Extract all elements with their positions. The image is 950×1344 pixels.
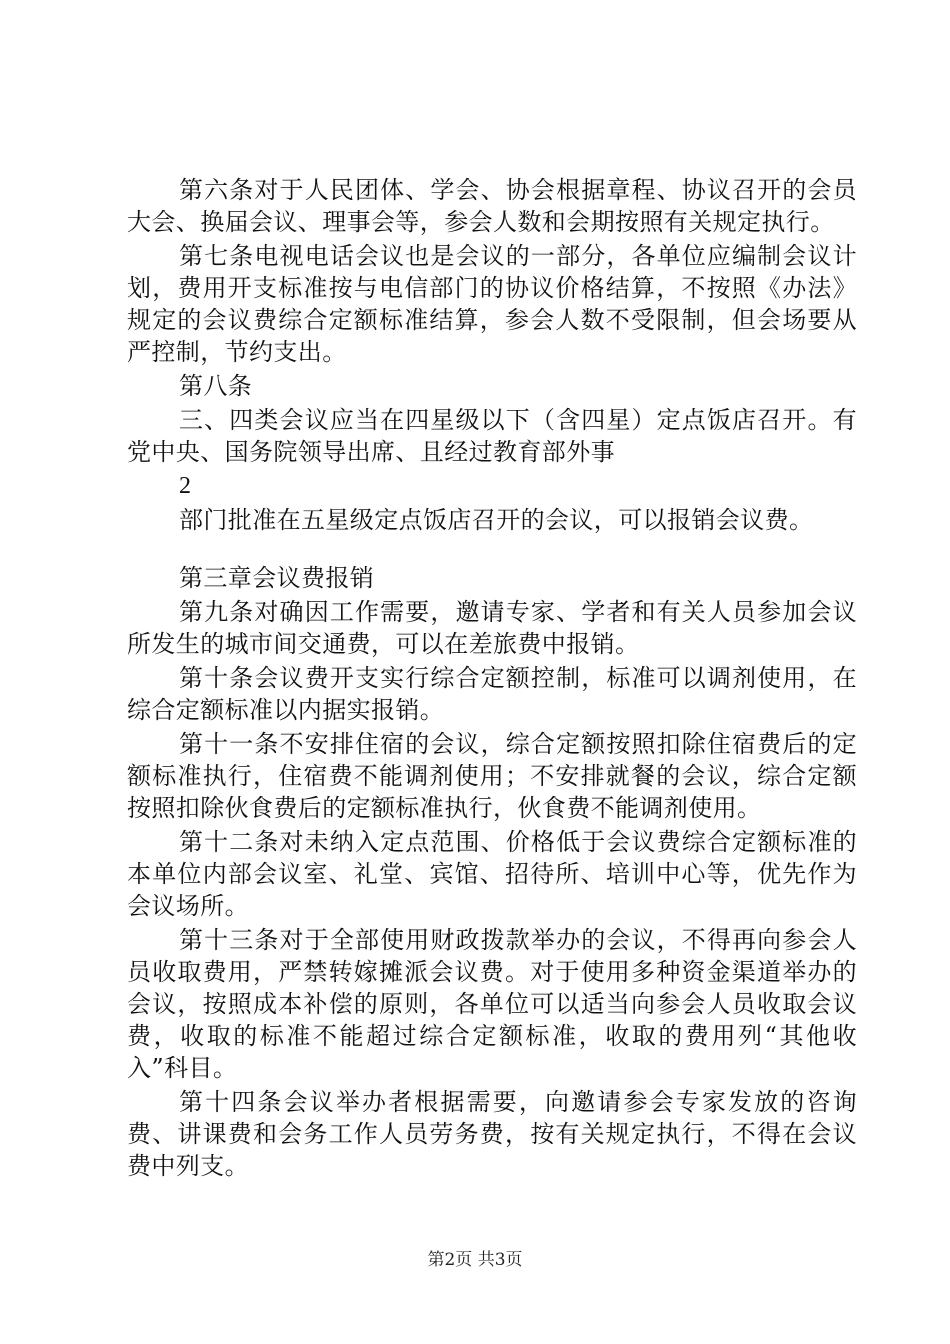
- article-7: 第七条电视电话会议也是会议的一部分，各单位应编制会议计划，费用开支标准按与电信部门的协议价格结算，不按照《办法》规定的会议费综合定额标准结算，参会人数不受限制，但会场要从严控制，节约支出。: [127, 242, 857, 366]
- document-body: [127, 174, 857, 1184]
- article-8-heading: 第八条: [179, 372, 253, 400]
- article-9: 第九条对确因工作需要，邀请专家、学者和有关人员参加会议所发生的城市间交通费，可以在差旅费中报销。: [127, 598, 857, 658]
- article-6: 第六条对于人民团体、学会、协会根据章程、协议召开的会员大会、换届会议、理事会等，参会人数和会期按照有关规定执行。: [127, 176, 857, 236]
- page-footer: 第2页 共3页: [427, 1250, 523, 1270]
- article-13: 第十三条对于全部使用财政拨款举办的会议，不得再向参会人员收取费用，严禁转嫁摊派会议费。对于使用多种资金渠道举办的会议，按照成本补偿的原则，各单位可以适当向参会人员收取会议费，收取的标准不能超过综合定额标准，收取的费用列“其他收入”科目。: [127, 926, 857, 1082]
- chapter-3-heading: 第三章会议费报销: [179, 564, 375, 592]
- article-14: 第十四条会议举办者根据需要，向邀请参会专家发放的咨询费、讲课费和会务工作人员劳务费，按有关规定执行，不得在会议费中列支。: [127, 1088, 857, 1180]
- section-spacer: [127, 538, 857, 562]
- article-10: 第十条会议费开支实行综合定额控制，标准可以调剂使用，在综合定额标准以内据实报销。: [127, 664, 857, 724]
- article-8-text: 三、四类会议应当在四星级以下（含四星）定点饭店召开。有党中央、国务院领导出席、且经过教育部外事: [127, 406, 857, 466]
- inline-page-number: 2: [179, 473, 192, 499]
- article-8-continued: 部门批准在五星级定点饭店召开的会议，可以报销会议费。: [179, 506, 814, 534]
- article-11: 第十一条不安排住宿的会议，综合定额按照扣除住宿费后的定额标准执行，住宿费不能调剂使用；不安排就餐的会议，综合定额按照扣除伙食费后的定额标准执行，伙食费不能调剂使用。: [127, 730, 857, 822]
- article-12: 第十二条对未纳入定点范围、价格低于会议费综合定额标准的本单位内部会议室、礼堂、宾馆、招待所、培训中心等，优先作为会议场所。: [127, 828, 857, 920]
